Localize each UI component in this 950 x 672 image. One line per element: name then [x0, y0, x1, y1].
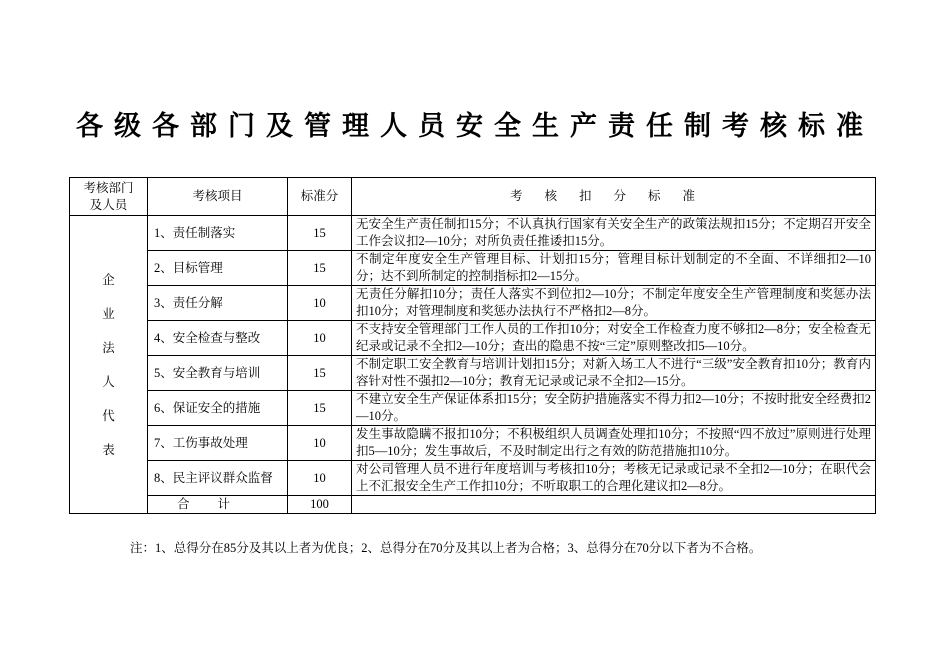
header-criteria: 考核扣分标准	[352, 178, 876, 216]
total-score: 100	[288, 496, 352, 514]
item-cell: 6、保证安全的措施	[148, 391, 288, 426]
header-row	[70, 178, 876, 216]
footnote: 注：1、总得分在85分及其以上者为优良；2、总得分在70分及其以上者为合格；3、总得分在70分以下者为不合格。	[130, 541, 762, 555]
table-row	[70, 426, 876, 461]
score-cell: 10	[288, 286, 352, 321]
header-item: 考核项目	[148, 178, 288, 216]
score-cell: 10	[288, 461, 352, 496]
header-dept: 考核部门及人员	[70, 178, 148, 216]
criteria-cell: 不建立安全生产保证体系扣15分；安全防护措施落实不得力扣2—10分；不按时批安全经费扣2—10分。	[352, 391, 876, 426]
table-row	[70, 356, 876, 391]
table-row	[70, 391, 876, 426]
page-title: 各级各部门及管理人员安全生产责任制考核标准	[76, 111, 874, 142]
table-row	[70, 461, 876, 496]
dept-cell	[70, 216, 148, 514]
score-cell: 10	[288, 321, 352, 356]
criteria-cell: 无安全生产责任制扣15分；不认真执行国家有关安全生产的政策法规扣15分；不定期召开安全工作会议扣2—10分；对所负责任推诿扣15分。	[352, 216, 876, 251]
dept-char: 企	[102, 272, 115, 287]
dept-char: 代	[102, 408, 115, 423]
total-row	[70, 496, 876, 514]
item-cell: 8、民主评议群众监督	[148, 461, 288, 496]
table-row	[70, 251, 876, 286]
score-cell: 10	[288, 426, 352, 461]
assessment-table	[69, 177, 876, 514]
criteria-cell: 不制定职工安全教育与培训计划扣15分；对新入场工人不进行“三级”安全教育扣10分；教育内容针对性不强扣2—10分；教育无记录或记录不全扣2—15分。	[352, 356, 876, 391]
table-row	[70, 216, 876, 251]
dept-char: 人	[102, 374, 115, 389]
dept-char: 业	[102, 306, 115, 321]
item-cell: 2、目标管理	[148, 251, 288, 286]
score-cell: 15	[288, 356, 352, 391]
score-cell: 15	[288, 251, 352, 286]
total-label: 合计	[148, 496, 288, 514]
criteria-cell: 对公司管理人员不进行年度培训与考核扣10分；考核无记录或记录不全扣2—10分；在职代会上不汇报安全生产工作扣10分；不听取职工的合理化建议扣2—8分。	[352, 461, 876, 496]
criteria-cell: 不支持安全管理部门工作人员的工作扣10分；对安全工作检查力度不够扣2—8分；安全检查无纪录或记录不全扣2—10分；查出的隐患不按“三定”原则整改扣5—10分。	[352, 321, 876, 356]
table-row	[70, 321, 876, 356]
criteria-cell: 无责任分解扣10分；责任人落实不到位扣2—10分；不制定年度安全生产管理制度和奖惩办法扣10分；对管理制度和奖惩办法执行不严格扣2—8分。	[352, 286, 876, 321]
dept-char: 法	[102, 340, 115, 355]
dept-char: 表	[102, 442, 115, 457]
item-cell: 7、工伤事故处理	[148, 426, 288, 461]
criteria-cell: 发生事故隐瞒不报扣10分；不积极组织人员调查处理扣10分；不按照“四不放过”原则进行处理扣5—10分；发生事故后，不及时制定出行之有效的防范措施扣10分。	[352, 426, 876, 461]
criteria-cell: 不制定年度安全生产管理目标、计划扣15分；管理目标计划制定的不全面、不详细扣2—10分；达不到所制定的控制指标扣2—15分。	[352, 251, 876, 286]
item-cell: 5、安全教育与培训	[148, 356, 288, 391]
item-cell: 1、责任制落实	[148, 216, 288, 251]
item-cell: 4、安全检查与整改	[148, 321, 288, 356]
score-cell: 15	[288, 391, 352, 426]
table-row	[70, 286, 876, 321]
score-cell: 15	[288, 216, 352, 251]
header-score: 标准分	[288, 178, 352, 216]
total-empty-cell	[352, 496, 876, 514]
item-cell: 3、责任分解	[148, 286, 288, 321]
